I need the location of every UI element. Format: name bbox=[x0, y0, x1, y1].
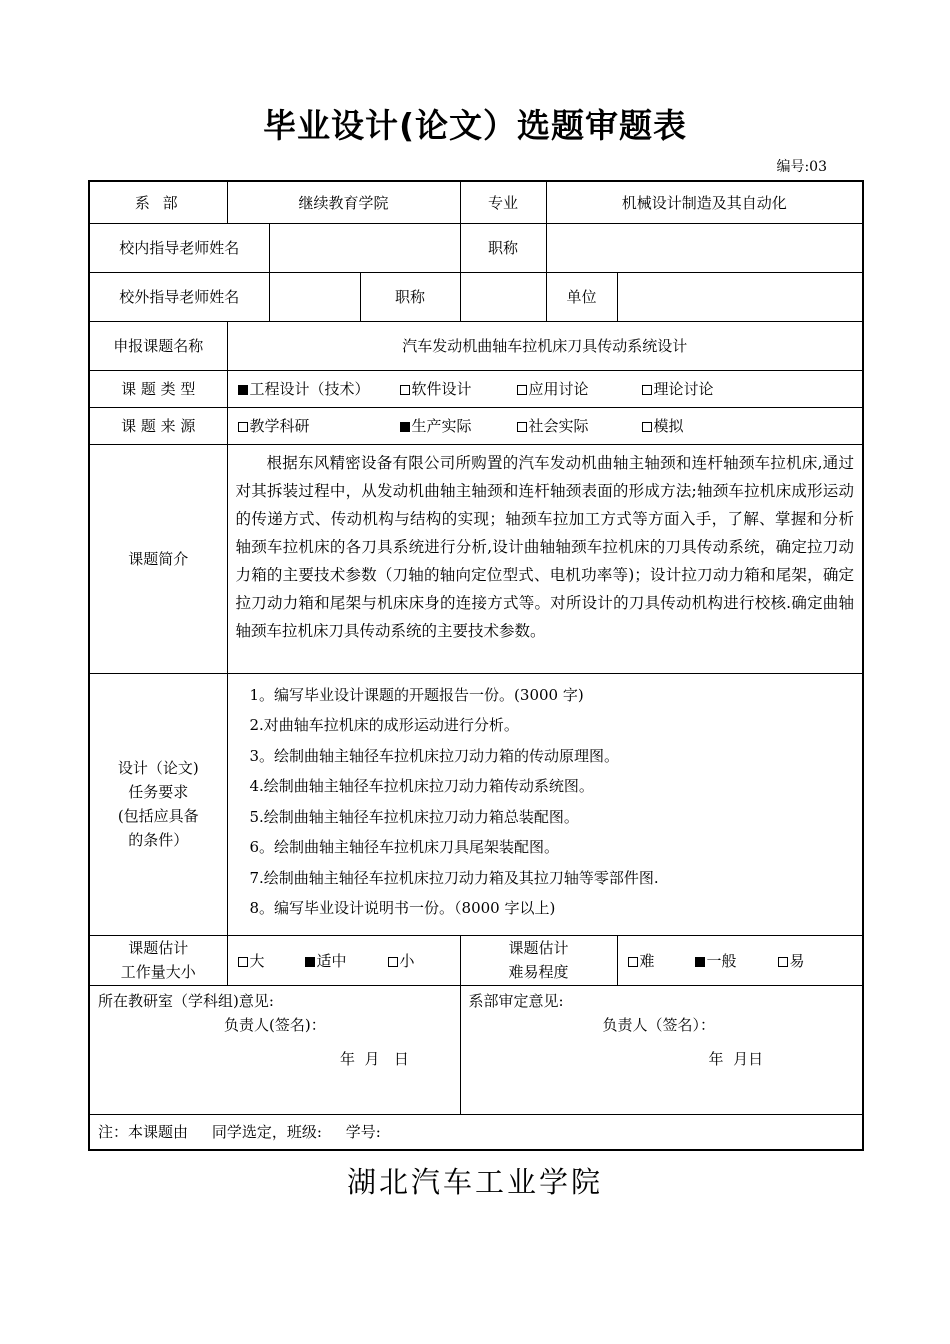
inner-advisor-value[interactable] bbox=[269, 223, 460, 272]
major-value: 机械设计制造及其自动化 bbox=[546, 181, 863, 223]
topic-type-option[interactable]: 工程设计（技术） bbox=[238, 378, 400, 399]
major-label: 专业 bbox=[460, 181, 546, 223]
school-name: 湖北汽车工业学院 bbox=[346, 1165, 603, 1199]
list-item: 3。绘制曲轴主轴径车拉机床拉刀动力箱的传动原理图。 bbox=[249, 746, 620, 765]
list-item: 1。编写毕业设计课题的开题报告一份。(3000 字) bbox=[249, 685, 584, 704]
checkbox-icon[interactable] bbox=[628, 957, 638, 967]
checkbox-icon[interactable] bbox=[305, 957, 315, 967]
checkbox-icon[interactable] bbox=[695, 957, 705, 967]
topic-name-label: 申报课题名称 bbox=[89, 321, 227, 370]
outer-title-label: 职称 bbox=[360, 272, 460, 321]
department-opinion[interactable] bbox=[460, 985, 863, 1114]
difficulty-options bbox=[617, 935, 863, 985]
inner-title-value[interactable] bbox=[546, 223, 863, 272]
topic-type-option[interactable]: 理论讨论 bbox=[642, 378, 714, 399]
list-item: 5.绘制曲轴主轴径车拉机床拉刀动力箱总装配图。 bbox=[249, 807, 579, 826]
difficulty-option[interactable]: 一般 bbox=[695, 950, 778, 971]
checkbox-icon[interactable] bbox=[642, 385, 652, 395]
list-item: 4.绘制曲轴主轴径车拉机床拉刀动力箱传动系统图。 bbox=[249, 777, 594, 795]
workload-option[interactable]: 大 bbox=[238, 950, 305, 971]
topic-source-options bbox=[227, 407, 863, 444]
department-value: 继续教育学院 bbox=[227, 181, 460, 223]
difficulty-label: 课题估计 难易程度 bbox=[460, 935, 617, 985]
topic-type-option[interactable]: 软件设计 bbox=[400, 378, 517, 399]
checkbox-icon[interactable] bbox=[400, 422, 410, 432]
outer-advisor-value[interactable] bbox=[269, 272, 360, 321]
teaching-office-opinion[interactable] bbox=[89, 985, 460, 1114]
topic-name-value: 汽车发动机曲轴车拉机床刀具传动系统设计 bbox=[227, 321, 863, 370]
requirements-list bbox=[227, 673, 863, 935]
department-opinion-title: 系部审定意见: bbox=[468, 991, 564, 1010]
checkbox-icon[interactable] bbox=[388, 957, 398, 967]
topic-source-label: 课 题 来 源 bbox=[89, 407, 227, 444]
workload-options bbox=[227, 935, 460, 985]
outer-title-value[interactable] bbox=[460, 272, 546, 321]
workload-label: 课题估计 工作量大小 bbox=[89, 935, 227, 985]
requirements-label: 设计（论文) 任务要求 (包括应具备 的条件） bbox=[89, 673, 227, 935]
workload-option[interactable]: 小 bbox=[388, 950, 415, 971]
topic-source-option[interactable]: 模拟 bbox=[642, 415, 684, 436]
list-item: 8。编写毕业设计说明书一份。（8000 字以上) bbox=[249, 899, 556, 917]
inner-advisor-label: 校内指导老师姓名 bbox=[89, 223, 269, 272]
topic-source-option[interactable]: 教学科研 bbox=[238, 415, 400, 436]
topic-type-label: 课 题 类 型 bbox=[89, 370, 227, 407]
department-label: 系 部 bbox=[89, 181, 227, 223]
outer-unit-label: 单位 bbox=[546, 272, 617, 321]
checkbox-icon[interactable] bbox=[238, 422, 248, 432]
form-title: 毕业设计(论文）选题审题表 bbox=[262, 106, 688, 145]
checkbox-icon[interactable] bbox=[778, 957, 788, 967]
review-form-table bbox=[88, 180, 864, 1151]
list-item: 7.绘制曲轴主轴径车拉机床拉刀动力箱及其拉刀轴等零部件图. bbox=[249, 868, 659, 887]
department-signature: 负责人（签名）： bbox=[602, 1015, 716, 1034]
checkbox-icon[interactable] bbox=[400, 385, 410, 395]
difficulty-option[interactable]: 易 bbox=[778, 950, 805, 971]
teaching-office-date: 年 月 日 bbox=[340, 1049, 409, 1068]
difficulty-option[interactable]: 难 bbox=[628, 950, 695, 971]
topic-type-options bbox=[227, 370, 863, 407]
list-item: 6。绘制曲轴主轴径车拉机床刀具尾架装配图。 bbox=[249, 838, 560, 856]
teaching-office-opinion-title: 所在教研室（学科组)意见: bbox=[98, 991, 274, 1010]
inner-title-label: 职称 bbox=[460, 223, 546, 272]
topic-type-option[interactable]: 应用讨论 bbox=[517, 378, 642, 399]
intro-label: 课题简介 bbox=[89, 444, 227, 673]
workload-option[interactable]: 适中 bbox=[305, 950, 388, 971]
topic-source-option[interactable]: 社会实际 bbox=[517, 415, 642, 436]
checkbox-icon[interactable] bbox=[238, 385, 248, 395]
list-item: 2.对曲轴车拉机床的成形运动进行分析。 bbox=[249, 716, 519, 734]
checkbox-icon[interactable] bbox=[642, 422, 652, 432]
outer-unit-value[interactable] bbox=[617, 272, 863, 321]
intro-text: 根据东风精密设备有限公司所购置的汽车发动机曲轴主轴颈和连杆轴颈车拉机床,通过对其拆装过程中，从发动机曲轴主轴颈和连杆轴颈表面的形成方法;轴颈车拉机床成形运动的传递方式、传动机构与结构的实现；轴颈车拉加工方式等方面入手，了解、掌握和分析轴颈车拉机床的各刀具系统进行分析,设计曲轴轴颈车拉机床的刀具传动系统，确定拉刀动力箱的主要技术参数（刀轴的轴向定位型式、电机功率等)；设计拉刀动力箱和尾架，确定拉刀动力箱和尾架与机床床身的连接方式等。对所设计的刀具传动机构进行校核.确定曲轴轴颈车拉机床刀具传动系统的主要技术参数。 bbox=[227, 444, 863, 673]
checkbox-icon[interactable] bbox=[517, 385, 527, 395]
department-date: 年 月日 bbox=[708, 1049, 764, 1068]
outer-advisor-label: 校外指导老师姓名 bbox=[89, 272, 269, 321]
teaching-office-signature: 负责人(签名)： bbox=[224, 1015, 326, 1034]
selection-note: 注：本课题由 同学选定，班级: 学号: bbox=[89, 1114, 863, 1150]
topic-source-option[interactable]: 生产实际 bbox=[400, 415, 517, 436]
serial-number: 编号:03 bbox=[776, 159, 827, 175]
checkbox-icon[interactable] bbox=[238, 957, 248, 967]
checkbox-icon[interactable] bbox=[517, 422, 527, 432]
